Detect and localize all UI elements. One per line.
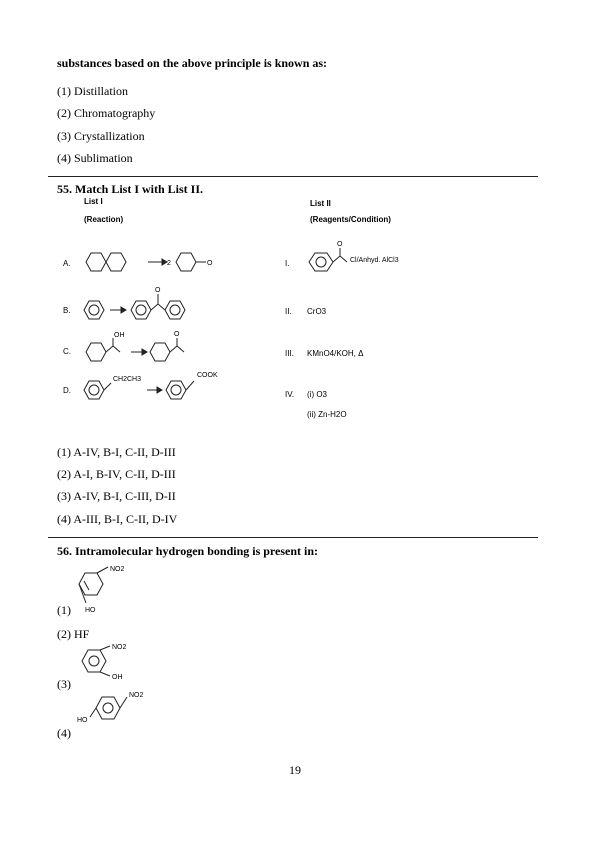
no2-group: NO2 (129, 692, 144, 699)
q55-stem: 55. Match List I with List II. (57, 182, 204, 196)
q55-option-2: (2) A-I, B-IV, C-II, D-III (57, 467, 176, 481)
oh-group: OH (114, 332, 125, 339)
q55-option-3: (3) A-IV, B-I, C-III, D-II (57, 489, 176, 503)
reagent-4b: (ii) Zn-H2O (307, 410, 347, 419)
list2-num-2: II. (285, 307, 292, 316)
q54-option-4: (4) Sublimation (57, 151, 133, 165)
q56-option-3-label: (3) (57, 677, 71, 691)
svg-text:O: O (174, 331, 180, 338)
list1-title: List I (84, 197, 103, 206)
coefficient-2: 2 (167, 260, 171, 267)
list2-subtitle: (Reagents/Condition) (310, 215, 391, 224)
list1-subtitle: (Reaction) (84, 215, 124, 224)
list2-num-4: IV. (285, 390, 295, 399)
no2-group: NO2 (112, 644, 127, 651)
option-4-structure (77, 692, 144, 724)
q56-option-1-label: (1) (57, 603, 71, 617)
q55-option-1: (1) A-IV, B-I, C-II, D-III (57, 445, 176, 459)
list2-num-3: III. (285, 349, 294, 358)
row-label-d: D. (63, 386, 71, 395)
row-label-a: A. (63, 259, 71, 268)
q56-option-2: (2) HF (57, 627, 90, 641)
svg-text:O: O (337, 241, 343, 248)
page-number: 19 (289, 763, 301, 777)
row-label-c: C. (63, 347, 71, 356)
cook-group: COOK (197, 372, 218, 379)
q56-option-4-label: (4) (57, 726, 71, 740)
reagent-2: CrO3 (307, 307, 327, 316)
q54-stem: substances based on the above principle is known as: (57, 56, 328, 70)
ho-group: HO (85, 607, 96, 614)
q56-stem: 56. Intramolecular hydrogen bonding is present in: (57, 544, 319, 558)
q54-option-3: (3) Crystallization (57, 129, 145, 143)
ho-group: HO (77, 717, 88, 724)
list2-title: List II (310, 199, 331, 208)
no2-group: NO2 (110, 566, 125, 573)
reagent-1: Cl/Anhyd. AlCl3 (350, 257, 399, 264)
row-label-b: B. (63, 306, 71, 315)
svg-text:O: O (155, 287, 161, 294)
svg-text:O: O (207, 260, 213, 267)
list2-num-1: I. (285, 259, 290, 268)
oh-group: OH (112, 674, 123, 681)
option-3-structure (82, 644, 127, 681)
reagent-4a: (i) O3 (307, 390, 327, 399)
q54-option-1: (1) Distillation (57, 84, 128, 98)
q55-option-4: (4) A-III, B-I, C-II, D-IV (57, 512, 178, 526)
option-1-structure (79, 566, 125, 614)
q54-option-2: (2) Chromatography (57, 106, 156, 120)
reagent-3: KMnO4/KOH, Δ (307, 349, 364, 358)
ethyl-group: CH2CH3 (113, 376, 142, 383)
